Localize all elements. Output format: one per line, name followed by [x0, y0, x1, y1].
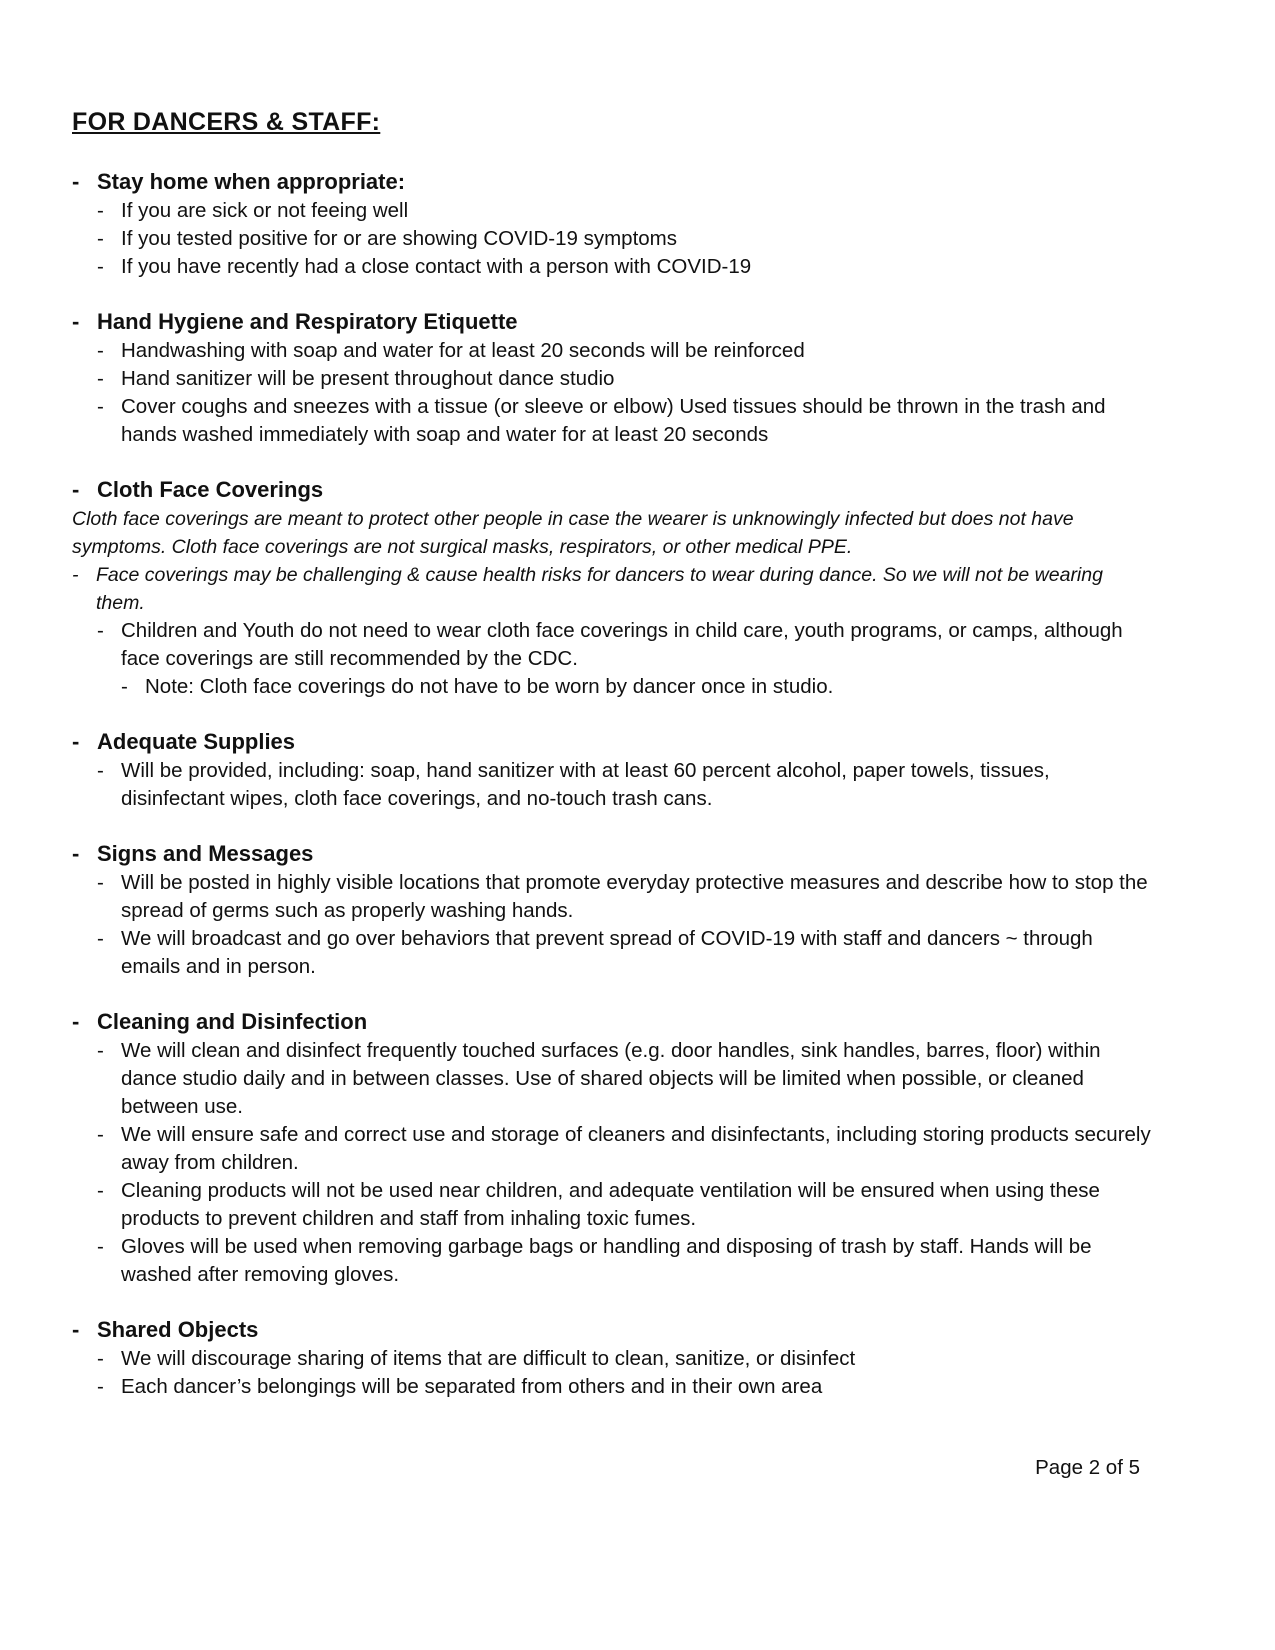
- list-item-text: Cleaning products will not be used near children, and adequate ventilation will be ensured when using these products to prevent children and staff from inhaling toxic fumes.: [121, 1179, 1100, 1230]
- section-heading-text: Cleaning and Disinfection: [97, 1009, 368, 1034]
- bullet-dash-icon: -: [72, 564, 79, 586]
- list-item-text: Gloves will be used when removing garbage bags or handling and disposing of trash by staff. Hands will be washed after removing gloves.: [121, 1235, 1092, 1286]
- list-item-text: Face coverings may be challenging & cause health risks for dancers to wear during dance. So we will not be wearing them.: [96, 564, 1103, 614]
- section-heading-text: Cloth Face Coverings: [97, 477, 324, 502]
- section-heading: [72, 307, 1152, 337]
- bullet-dash-icon: -: [72, 1009, 80, 1034]
- list-item-text: Hand sanitizer will be present throughout dance studio: [121, 367, 615, 390]
- bullet-dash-icon: -: [97, 1347, 104, 1370]
- list-item: [72, 225, 1152, 253]
- section: [72, 727, 1152, 813]
- list-item: [72, 561, 1152, 617]
- section-heading: [72, 1315, 1152, 1345]
- list-item-text: If you are sick or not feeing well: [121, 199, 409, 222]
- section-heading-text: Shared Objects: [97, 1317, 259, 1342]
- section: [72, 307, 1152, 449]
- bullet-dash-icon: -: [97, 1123, 104, 1146]
- list-item: [72, 1177, 1152, 1233]
- bullet-dash-icon: -: [97, 927, 104, 950]
- bullet-dash-icon: -: [97, 255, 104, 278]
- list-item-text: We will ensure safe and correct use and storage of cleaners and disinfectants, including storing products securely away from children.: [121, 1123, 1151, 1174]
- list-item: [72, 925, 1152, 981]
- section: [72, 839, 1152, 981]
- list-item: [72, 1345, 1152, 1373]
- list-item: [72, 197, 1152, 225]
- page-number: Page 2 of 5: [1035, 1456, 1140, 1479]
- list-item: [72, 1373, 1152, 1401]
- list-item-text: Will be provided, including: soap, hand sanitizer with at least 60 percent alcohol, paper towels, tissues, disinfectant wipes, cloth face coverings, and no-touch trash cans.: [121, 759, 1050, 810]
- section: [72, 1007, 1152, 1289]
- list-item: [72, 869, 1152, 925]
- section-heading: [72, 1007, 1152, 1037]
- section-intro: Cloth face coverings are meant to protect other people in case the wearer is unknowingly infected but does not have symptoms. Cloth face coverings are not surgical masks, respirators, or other medical PPE.: [72, 508, 1074, 558]
- section-heading: [72, 839, 1152, 869]
- list-item-text: Handwashing with soap and water for at least 20 seconds will be reinforced: [121, 339, 805, 362]
- sections-container: [72, 167, 1152, 1401]
- list-item: [72, 617, 1152, 673]
- bullet-dash-icon: -: [97, 619, 104, 642]
- bullet-dash-icon: -: [72, 309, 80, 334]
- list-item-text: Children and Youth do not need to wear cloth face coverings in child care, youth programs, or camps, although face coverings are still recommended by the CDC.: [121, 619, 1123, 670]
- bullet-dash-icon: -: [97, 1235, 104, 1258]
- bullet-dash-icon: -: [121, 675, 128, 698]
- bullet-dash-icon: -: [97, 339, 104, 362]
- list-item: [72, 253, 1152, 281]
- list-item: [72, 757, 1152, 813]
- list-item: [72, 365, 1152, 393]
- section-heading-text: Hand Hygiene and Respiratory Etiquette: [97, 309, 518, 334]
- list-item-text: If you have recently had a close contact with a person with COVID-19: [121, 255, 752, 278]
- bullet-dash-icon: -: [97, 871, 104, 894]
- list-item: [72, 1233, 1152, 1289]
- list-item: [72, 673, 1152, 701]
- bullet-dash-icon: -: [97, 1179, 104, 1202]
- bullet-dash-icon: -: [97, 1375, 104, 1398]
- list-item-text: Will be posted in highly visible locations that promote everyday protective measures and describe how to stop the spread of germs such as properly washing hands.: [121, 871, 1148, 922]
- document-page: [72, 108, 1152, 1427]
- section: [72, 1315, 1152, 1401]
- list-item: [72, 1121, 1152, 1177]
- section-heading: [72, 727, 1152, 757]
- section-heading: [72, 167, 1152, 197]
- bullet-dash-icon: -: [97, 1039, 104, 1062]
- bullet-dash-icon: -: [97, 199, 104, 222]
- bullet-dash-icon: -: [97, 227, 104, 250]
- bullet-dash-icon: -: [72, 477, 80, 502]
- bullet-dash-icon: -: [97, 759, 104, 782]
- list-item-text: If you tested positive for or are showing COVID-19 symptoms: [121, 227, 678, 250]
- list-item-text: Cover coughs and sneezes with a tissue (or sleeve or elbow) Used tissues should be thrown in the trash and hands washed immediately with soap and water for at least 20 seconds: [121, 395, 1106, 446]
- bullet-dash-icon: -: [72, 841, 80, 866]
- section-heading-text: Stay home when appropriate:: [97, 169, 406, 194]
- section-heading: [72, 475, 1152, 505]
- section-heading-text: Adequate Supplies: [97, 729, 296, 754]
- section-heading-text: Signs and Messages: [97, 841, 314, 866]
- section: [72, 167, 1152, 281]
- page-title: FOR DANCERS & STAFF:: [72, 108, 381, 136]
- bullet-dash-icon: -: [72, 169, 80, 194]
- list-item-text: We will broadcast and go over behaviors that prevent spread of COVID-19 with staff and dancers ~ through emails and in person.: [121, 927, 1093, 978]
- list-item: [72, 337, 1152, 365]
- list-item-text: We will clean and disinfect frequently touched surfaces (e.g. door handles, sink handles, barres, floor) within dance studio daily and in between classes. Use of shared objects will be limited when possible, or cleaned between use.: [121, 1039, 1101, 1118]
- list-item-text: Note: Cloth face coverings do not have to be worn by dancer once in studio.: [145, 675, 834, 698]
- bullet-dash-icon: -: [97, 367, 104, 390]
- list-item-text: We will discourage sharing of items that are difficult to clean, sanitize, or disinfect: [121, 1347, 856, 1370]
- list-item: [72, 1037, 1152, 1121]
- section: [72, 475, 1152, 701]
- list-item: [72, 393, 1152, 449]
- list-item-text: Each dancer’s belongings will be separated from others and in their own area: [121, 1375, 823, 1398]
- bullet-dash-icon: -: [72, 1317, 80, 1342]
- bullet-dash-icon: -: [97, 395, 104, 418]
- bullet-dash-icon: -: [72, 729, 80, 754]
